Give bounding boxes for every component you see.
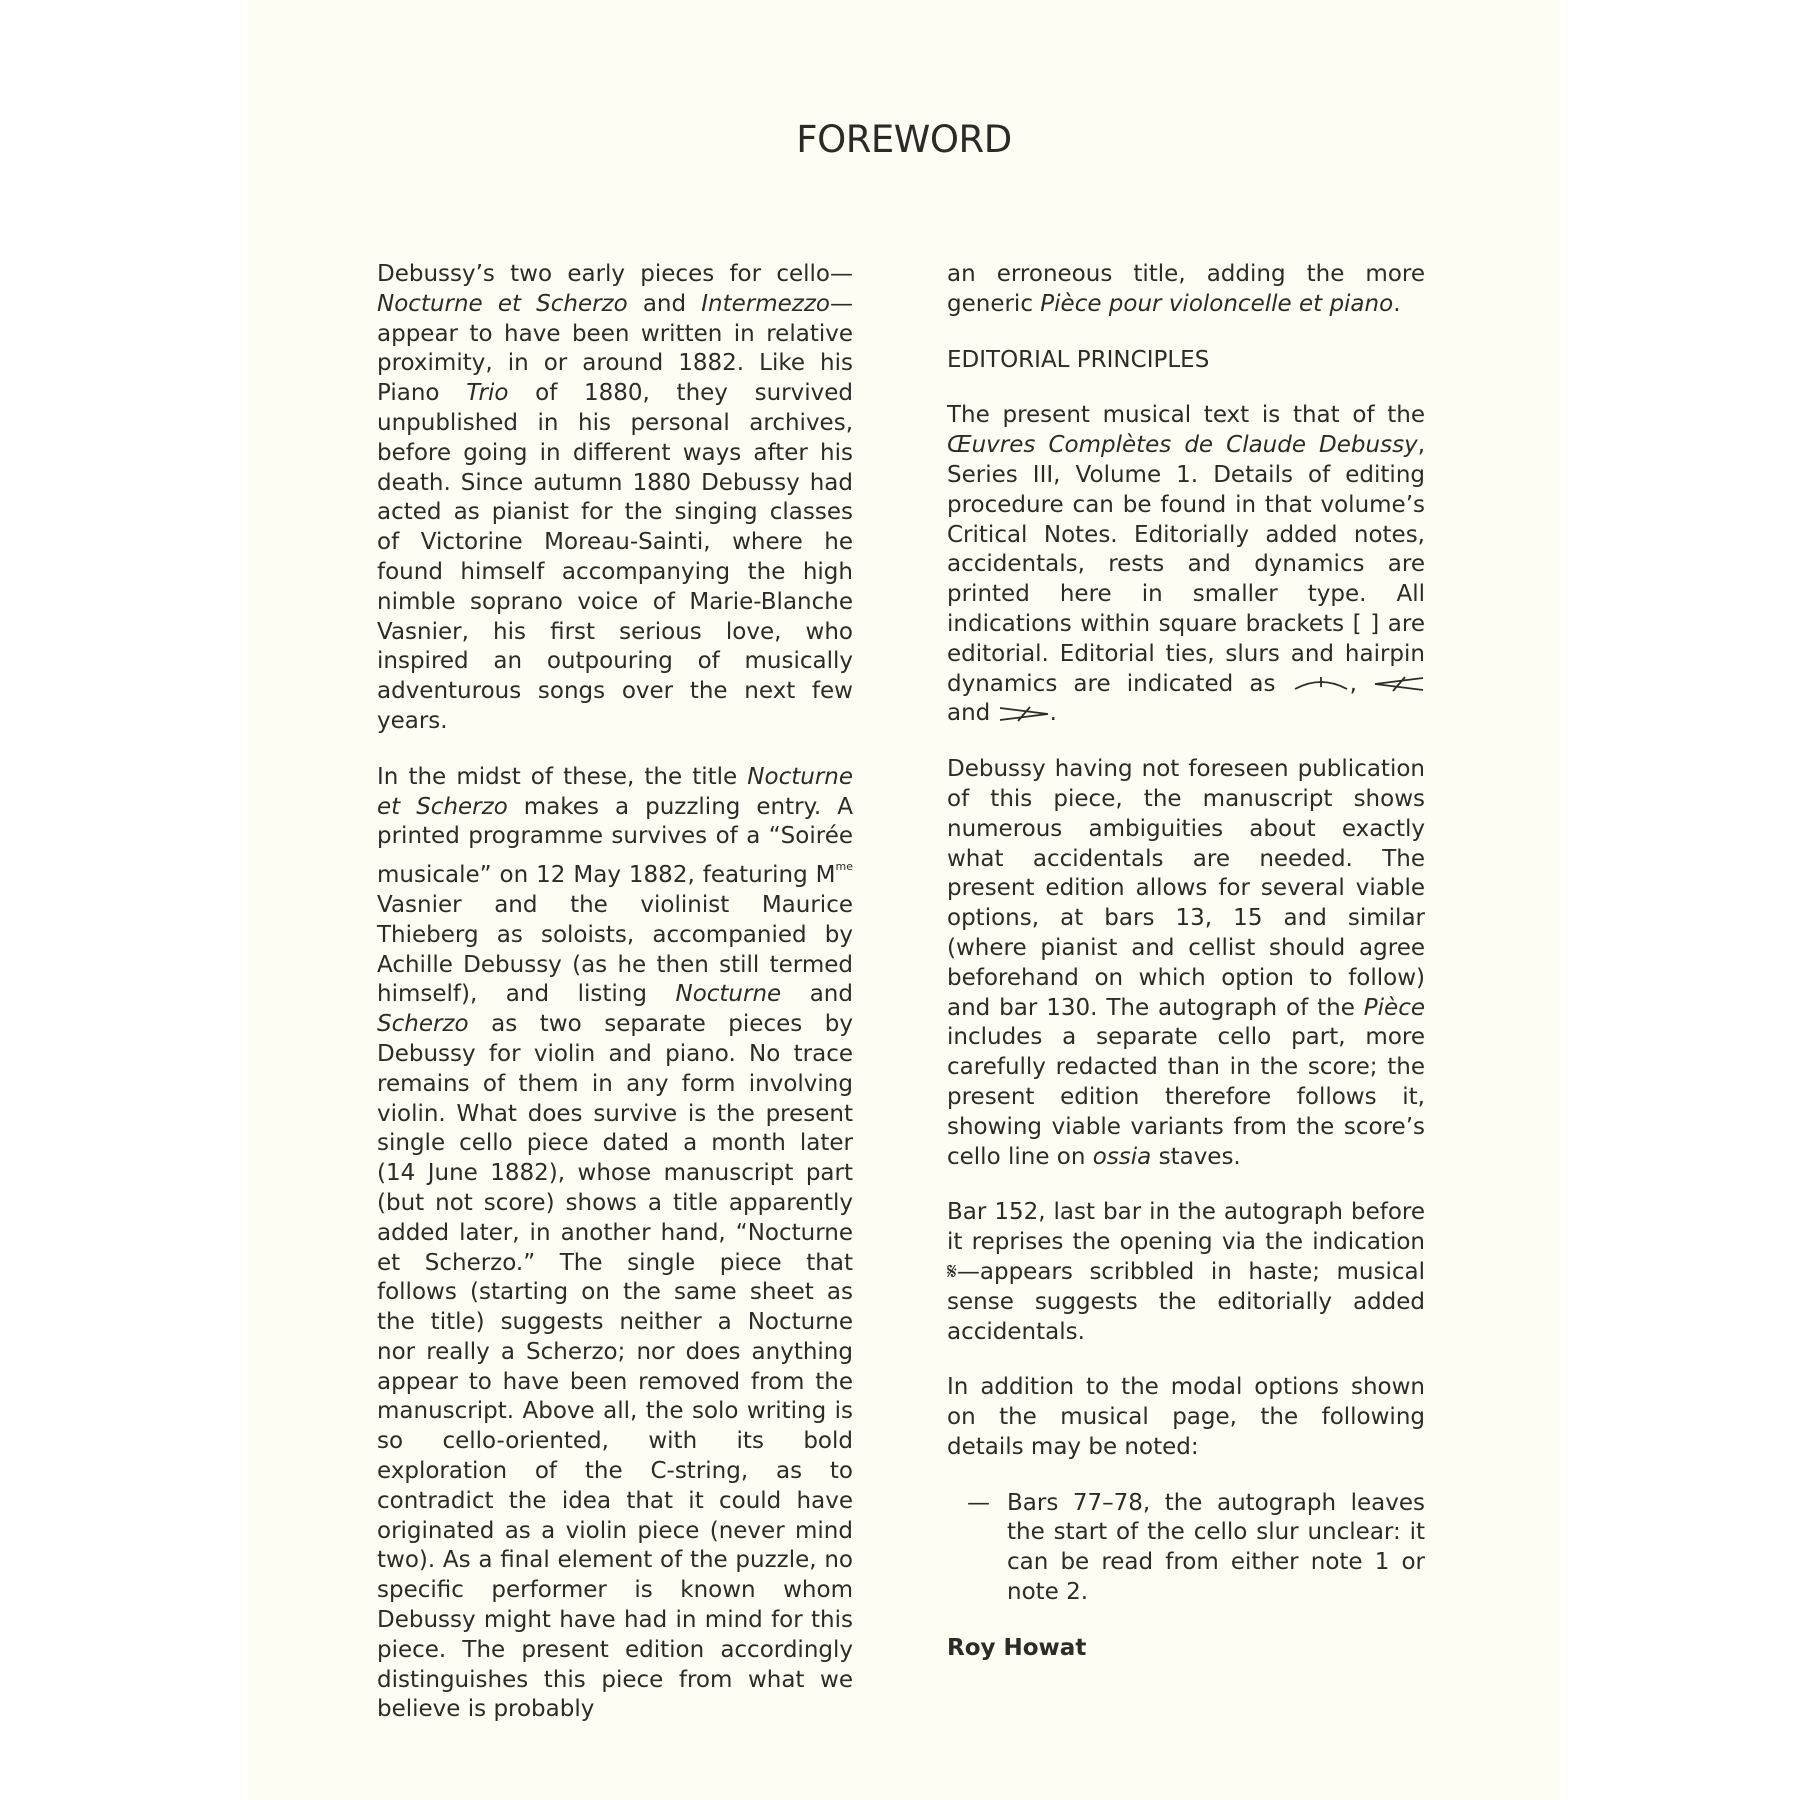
work-title: Nocturne et Scherzo [377,290,628,317]
crescendo-hairpin-icon [1373,675,1425,693]
paragraph-continuation [947,260,1425,320]
text-run: of 1880, they survived unpublished in his personal archives, before going in different ways after his death. Since autumn 1880 Debussy had acted as pianist for the singing classes of Victorine Moreau-Sainti, where he found himself accompanying the high nimble soprano voice of Marie-Blanche Vasnier, his first serious love, who inspired an outpouring of musically adventurous songs over the next few years. [377,380,853,734]
text-run: Vasnier and the violinist Maurice Thieberg as soloists, accompanied by Achille Debussy (as he then still termed himself), and listing [377,891,853,1008]
paragraph-bar-152 [947,1198,1425,1347]
work-title: Pièce [1363,994,1425,1021]
text-run: Bar 152, last bar in the autograph before it reprises the opening via the indication [947,1199,1425,1256]
text-run: as two separate pieces by Debussy for violin and piano. No trace remains of them in any form involving violin. What does survive is the present single cello piece dated a month later (14 June 1882), whose manuscript part (but not score) shows a title apparently added later, in another hand, “Nocturne et Scherzo.” The single piece that follows (starting on the same sheet as the title) suggests neither a Nocturne nor really a Scherzo; nor does anything appear to have been removed from the manuscript. Above all, the solo writing is so cello-oriented, with its bold exploration of the C-string, as to contradict the idea that it could have originated as a violin piece (never mind two). As a final element of the puzzle, no specific performer is known whom Debussy might have had in mind for this piece. The present edition accordingly distinguishes this piece from what we believe is probably [377,1011,853,1723]
text-run: In the midst of these, the title [377,763,748,790]
author-signature: Roy Howat [947,1634,1087,1661]
text-run: and [781,981,853,1008]
work-title: Trio [466,380,509,407]
text-run: an erroneous title, adding the more generic [947,261,1425,317]
left-column [377,260,853,1725]
text-run: makes a puzzling entry. A printed programme survives of a “Soirée musicale” on 12 May 1882, featuring M [377,793,854,889]
page-title: FOREWORD [796,118,1012,161]
right-column [947,260,1425,1690]
list-item [947,1489,1425,1608]
italic-term: ossia [1092,1143,1152,1170]
text-run: —appears scribbled in haste; musical sense suggests the editorially added accidentals. [947,1258,1425,1345]
text-run: —appear to have been written in relative proximity, in or around 1882. Like his Piano [377,290,853,407]
diminuendo-hairpin-icon [998,705,1050,723]
work-title: Œuvres Complètes de Claude Debussy [947,432,1418,459]
text-run: and [947,700,998,727]
text-run: . [1393,290,1401,317]
list-dash: — [967,1489,990,1516]
paragraph-accidentals [947,755,1425,1172]
text-run: Debussy having not foreseen publication of this piece, the manuscript shows numerous ambiguities about exactly what accidentals are needed. The present edition allows for several viable options, at bars 13, 15 and similar (where pianist and cellist should agree beforehand on which option to follow) and bar 130. The autograph of the [947,756,1425,1021]
paragraph-intro [377,260,853,737]
text-run: staves. [1151,1143,1241,1170]
text-run: includes a separate cello part, more carefully redacted than in the score; the present edition therefore follows it, showing viable variants from the score’s cello line on [947,1024,1425,1170]
text-run: Debussy’s two early pieces for cello— [377,261,853,287]
text-run: , [1349,670,1374,697]
section-heading: EDITORIAL PRINCIPLES [947,346,1210,373]
superscript: me [835,860,853,874]
work-title: Intermezzo [701,290,830,317]
work-title: Nocturne [675,981,782,1008]
text-run: , Series III, Volume 1. Details of editing procedure can be found in that volume’s Critical Notes. Editorially added notes, accidentals, rests and dynamics are printed here in smaller type. All indications within square brackets [ ] are editorial. Editorial ties, slurs and hairpin dynamics are indicated as [947,432,1425,697]
text-run: . [1049,700,1057,727]
text-run: The present musical text is that of the [947,402,1425,429]
paragraph-details: In addition to the modal options shown on the musical page, the following details may be noted: [947,1374,1425,1460]
segno-icon: 𝄋 [947,1258,957,1285]
work-title: Scherzo [377,1011,469,1038]
editorial-slur-icon [1292,675,1350,693]
page-sheet [248,0,1560,1800]
text-run: and [627,290,702,317]
paragraph-editorial-text [947,401,1425,729]
paragraph-puzzle [377,763,853,1726]
list-item-text: Bars 77–78, the autograph leaves the start of the cello slur unclear: it can be read from either note 1 or note 2. [1007,1489,1425,1606]
work-title: Pièce pour violoncelle et piano [1040,290,1394,317]
work-title: Nocturne et Scherzo [377,763,853,820]
